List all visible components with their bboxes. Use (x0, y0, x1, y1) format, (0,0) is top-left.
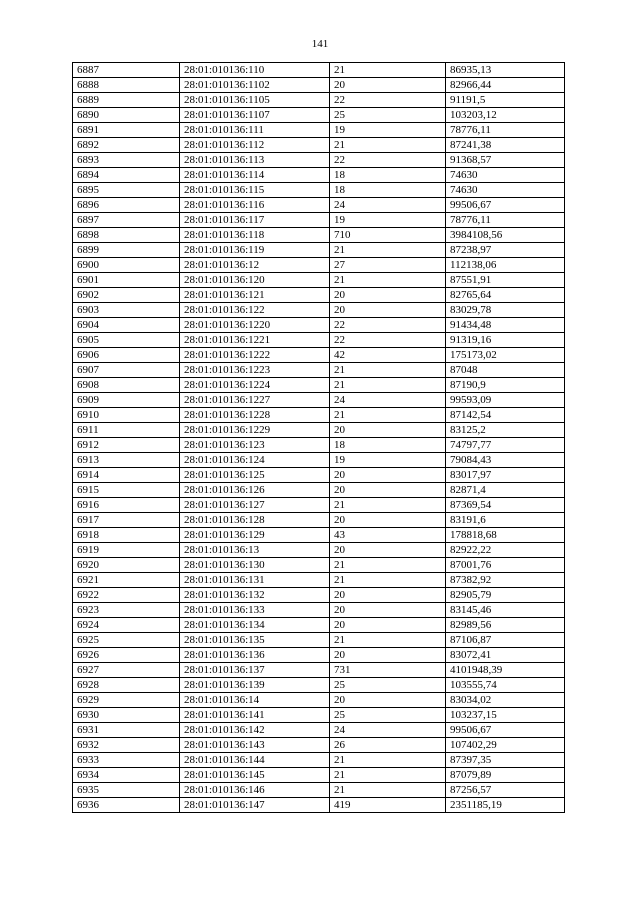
page-number: 141 (311, 38, 329, 50)
cadastral-number-cell: 28:01:010136:139 (180, 678, 330, 693)
row-number-cell: 6932 (73, 738, 180, 753)
row-number-cell: 6935 (73, 783, 180, 798)
value-cell: 82871,4 (446, 483, 565, 498)
row-number-cell: 6903 (73, 303, 180, 318)
table-row (73, 693, 565, 708)
row-number-cell: 6900 (73, 258, 180, 273)
value-cell: 74630 (446, 183, 565, 198)
value-cell: 83125,2 (446, 423, 565, 438)
cadastral-number-cell: 28:01:010136:127 (180, 498, 330, 513)
area-cell: 21 (330, 558, 446, 573)
area-cell: 24 (330, 393, 446, 408)
cadastral-number-cell: 28:01:010136:146 (180, 783, 330, 798)
area-cell: 419 (330, 798, 446, 813)
row-number-cell: 6931 (73, 723, 180, 738)
cadastral-number-cell: 28:01:010136:117 (180, 213, 330, 228)
row-number-cell: 6888 (73, 78, 180, 93)
row-number-cell: 6914 (73, 468, 180, 483)
table-row (73, 243, 565, 258)
table-row (73, 93, 565, 108)
value-cell: 87382,92 (446, 573, 565, 588)
table-row (73, 63, 565, 78)
table-row (73, 603, 565, 618)
area-cell: 24 (330, 198, 446, 213)
table-row (73, 618, 565, 633)
area-cell: 21 (330, 63, 446, 78)
table-row (73, 783, 565, 798)
area-cell: 21 (330, 768, 446, 783)
row-number-cell: 6926 (73, 648, 180, 663)
table-row (73, 408, 565, 423)
value-cell: 175173,02 (446, 348, 565, 363)
row-number-cell: 6911 (73, 423, 180, 438)
value-cell: 82905,79 (446, 588, 565, 603)
area-cell: 19 (330, 213, 446, 228)
table-row (73, 663, 565, 678)
table-row (73, 753, 565, 768)
value-cell: 78776,11 (446, 123, 565, 138)
area-cell: 20 (330, 603, 446, 618)
table-row (73, 318, 565, 333)
cadastral-number-cell: 28:01:010136:1105 (180, 93, 330, 108)
value-cell: 87238,97 (446, 243, 565, 258)
value-cell: 83034,02 (446, 693, 565, 708)
table-row (73, 588, 565, 603)
table-row (73, 738, 565, 753)
value-cell: 87001,76 (446, 558, 565, 573)
cadastral-number-cell: 28:01:010136:137 (180, 663, 330, 678)
table-row (73, 198, 565, 213)
row-number-cell: 6890 (73, 108, 180, 123)
table-row (73, 108, 565, 123)
value-cell: 87190,9 (446, 378, 565, 393)
cadastral-number-cell: 28:01:010136:129 (180, 528, 330, 543)
value-cell: 103203,12 (446, 108, 565, 123)
value-cell: 99506,67 (446, 198, 565, 213)
area-cell: 19 (330, 123, 446, 138)
table-row (73, 138, 565, 153)
area-cell: 42 (330, 348, 446, 363)
cadastral-number-cell: 28:01:010136:124 (180, 453, 330, 468)
value-cell: 87397,35 (446, 753, 565, 768)
value-cell: 91368,57 (446, 153, 565, 168)
cadastral-number-cell: 28:01:010136:112 (180, 138, 330, 153)
area-cell: 21 (330, 243, 446, 258)
table-row (73, 468, 565, 483)
table-body (73, 63, 565, 813)
cadastral-number-cell: 28:01:010136:119 (180, 243, 330, 258)
value-cell: 82966,44 (446, 78, 565, 93)
row-number-cell: 6930 (73, 708, 180, 723)
area-cell: 20 (330, 288, 446, 303)
row-number-cell: 6913 (73, 453, 180, 468)
row-number-cell: 6919 (73, 543, 180, 558)
table-row (73, 258, 565, 273)
row-number-cell: 6917 (73, 513, 180, 528)
table-row (73, 558, 565, 573)
cadastral-number-cell: 28:01:010136:134 (180, 618, 330, 633)
row-number-cell: 6936 (73, 798, 180, 813)
area-cell: 21 (330, 573, 446, 588)
area-cell: 21 (330, 498, 446, 513)
row-number-cell: 6915 (73, 483, 180, 498)
table-row (73, 768, 565, 783)
row-number-cell: 6923 (73, 603, 180, 618)
row-number-cell: 6891 (73, 123, 180, 138)
value-cell: 82765,64 (446, 288, 565, 303)
row-number-cell: 6897 (73, 213, 180, 228)
cadastral-number-cell: 28:01:010136:116 (180, 198, 330, 213)
cadastral-number-cell: 28:01:010136:12 (180, 258, 330, 273)
cadastral-number-cell: 28:01:010136:1224 (180, 378, 330, 393)
cadastral-number-cell: 28:01:010136:131 (180, 573, 330, 588)
row-number-cell: 6899 (73, 243, 180, 258)
row-number-cell: 6929 (73, 693, 180, 708)
cadastral-number-cell: 28:01:010136:132 (180, 588, 330, 603)
area-cell: 22 (330, 93, 446, 108)
row-number-cell: 6933 (73, 753, 180, 768)
value-cell: 178818,68 (446, 528, 565, 543)
value-cell: 79084,43 (446, 453, 565, 468)
cadastral-number-cell: 28:01:010136:118 (180, 228, 330, 243)
cadastral-number-cell: 28:01:010136:144 (180, 753, 330, 768)
value-cell: 112138,06 (446, 258, 565, 273)
value-cell: 87106,87 (446, 633, 565, 648)
area-cell: 25 (330, 108, 446, 123)
cadastral-number-cell: 28:01:010136:142 (180, 723, 330, 738)
area-cell: 21 (330, 363, 446, 378)
area-cell: 21 (330, 138, 446, 153)
cadastral-number-cell: 28:01:010136:125 (180, 468, 330, 483)
value-cell: 83072,41 (446, 648, 565, 663)
value-cell: 4101948,39 (446, 663, 565, 678)
area-cell: 21 (330, 408, 446, 423)
cadastral-number-cell: 28:01:010136:114 (180, 168, 330, 183)
table-row (73, 483, 565, 498)
row-number-cell: 6916 (73, 498, 180, 513)
row-number-cell: 6924 (73, 618, 180, 633)
table-row (73, 288, 565, 303)
area-cell: 24 (330, 723, 446, 738)
cadastral-number-cell: 28:01:010136:110 (180, 63, 330, 78)
cadastral-number-cell: 28:01:010136:123 (180, 438, 330, 453)
cadastral-number-cell: 28:01:010136:133 (180, 603, 330, 618)
cadastral-number-cell: 28:01:010136:1220 (180, 318, 330, 333)
area-cell: 43 (330, 528, 446, 543)
area-cell: 21 (330, 783, 446, 798)
cadastral-number-cell: 28:01:010136:113 (180, 153, 330, 168)
value-cell: 83017,97 (446, 468, 565, 483)
table-row (73, 633, 565, 648)
table-row (73, 168, 565, 183)
row-number-cell: 6901 (73, 273, 180, 288)
cadastral-number-cell: 28:01:010136:115 (180, 183, 330, 198)
row-number-cell: 6934 (73, 768, 180, 783)
row-number-cell: 6908 (73, 378, 180, 393)
table-row (73, 183, 565, 198)
value-cell: 86935,13 (446, 63, 565, 78)
area-cell: 20 (330, 618, 446, 633)
value-cell: 103237,15 (446, 708, 565, 723)
row-number-cell: 6889 (73, 93, 180, 108)
value-cell: 78776,11 (446, 213, 565, 228)
table-row (73, 213, 565, 228)
row-number-cell: 6912 (73, 438, 180, 453)
area-cell: 20 (330, 423, 446, 438)
table-row (73, 303, 565, 318)
cadastral-number-cell: 28:01:010136:13 (180, 543, 330, 558)
value-cell: 87551,91 (446, 273, 565, 288)
area-cell: 22 (330, 318, 446, 333)
table-row (73, 78, 565, 93)
area-cell: 20 (330, 588, 446, 603)
value-cell: 99593,09 (446, 393, 565, 408)
cadastral-number-cell: 28:01:010136:126 (180, 483, 330, 498)
cadastral-number-cell: 28:01:010136:1227 (180, 393, 330, 408)
value-cell: 82989,56 (446, 618, 565, 633)
row-number-cell: 6905 (73, 333, 180, 348)
cadastral-number-cell: 28:01:010136:1223 (180, 363, 330, 378)
area-cell: 18 (330, 183, 446, 198)
row-number-cell: 6921 (73, 573, 180, 588)
area-cell: 20 (330, 303, 446, 318)
area-cell: 20 (330, 468, 446, 483)
area-cell: 20 (330, 483, 446, 498)
value-cell: 99506,67 (446, 723, 565, 738)
area-cell: 26 (330, 738, 446, 753)
cadastral-number-cell: 28:01:010136:1228 (180, 408, 330, 423)
row-number-cell: 6907 (73, 363, 180, 378)
area-cell: 25 (330, 678, 446, 693)
cadastral-number-cell: 28:01:010136:143 (180, 738, 330, 753)
row-number-cell: 6925 (73, 633, 180, 648)
table-row (73, 393, 565, 408)
row-number-cell: 6927 (73, 663, 180, 678)
table-row (73, 228, 565, 243)
area-cell: 27 (330, 258, 446, 273)
area-cell: 19 (330, 453, 446, 468)
cadastral-number-cell: 28:01:010136:14 (180, 693, 330, 708)
row-number-cell: 6896 (73, 198, 180, 213)
area-cell: 25 (330, 708, 446, 723)
cadastral-number-cell: 28:01:010136:1222 (180, 348, 330, 363)
table-row (73, 498, 565, 513)
value-cell: 87369,54 (446, 498, 565, 513)
table-row (73, 648, 565, 663)
row-number-cell: 6910 (73, 408, 180, 423)
cadastral-number-cell: 28:01:010136:1107 (180, 108, 330, 123)
table-row (73, 723, 565, 738)
cadastral-number-cell: 28:01:010136:1221 (180, 333, 330, 348)
row-number-cell: 6902 (73, 288, 180, 303)
area-cell: 20 (330, 693, 446, 708)
cadastral-number-cell: 28:01:010136:111 (180, 123, 330, 138)
value-cell: 87256,57 (446, 783, 565, 798)
row-number-cell: 6922 (73, 588, 180, 603)
table-row (73, 543, 565, 558)
area-cell: 18 (330, 438, 446, 453)
row-number-cell: 6904 (73, 318, 180, 333)
cadastral-number-cell: 28:01:010136:120 (180, 273, 330, 288)
row-number-cell: 6918 (73, 528, 180, 543)
cadastral-number-cell: 28:01:010136:128 (180, 513, 330, 528)
value-cell: 87142,54 (446, 408, 565, 423)
cadastral-number-cell: 28:01:010136:1229 (180, 423, 330, 438)
table-row (73, 273, 565, 288)
area-cell: 21 (330, 378, 446, 393)
cadastral-number-cell: 28:01:010136:147 (180, 798, 330, 813)
value-cell: 107402,29 (446, 738, 565, 753)
value-cell: 91191,5 (446, 93, 565, 108)
row-number-cell: 6920 (73, 558, 180, 573)
area-cell: 18 (330, 168, 446, 183)
area-cell: 21 (330, 273, 446, 288)
area-cell: 22 (330, 333, 446, 348)
value-cell: 82922,22 (446, 543, 565, 558)
table-row (73, 708, 565, 723)
value-cell: 87241,38 (446, 138, 565, 153)
area-cell: 710 (330, 228, 446, 243)
value-cell: 74797,77 (446, 438, 565, 453)
table-row (73, 423, 565, 438)
table-row (73, 438, 565, 453)
cadastral-number-cell: 28:01:010136:130 (180, 558, 330, 573)
cadastral-number-cell: 28:01:010136:136 (180, 648, 330, 663)
cadastral-number-cell: 28:01:010136:122 (180, 303, 330, 318)
value-cell: 3984108,56 (446, 228, 565, 243)
table-row (73, 378, 565, 393)
value-cell: 83029,78 (446, 303, 565, 318)
value-cell: 87048 (446, 363, 565, 378)
area-cell: 22 (330, 153, 446, 168)
area-cell: 20 (330, 78, 446, 93)
table-row (73, 333, 565, 348)
cadastral-number-cell: 28:01:010136:141 (180, 708, 330, 723)
value-cell: 83145,46 (446, 603, 565, 618)
value-cell: 91319,16 (446, 333, 565, 348)
row-number-cell: 6928 (73, 678, 180, 693)
value-cell: 74630 (446, 168, 565, 183)
row-number-cell: 6898 (73, 228, 180, 243)
area-cell: 21 (330, 753, 446, 768)
table-row (73, 363, 565, 378)
value-cell: 2351185,19 (446, 798, 565, 813)
area-cell: 21 (330, 633, 446, 648)
value-cell: 87079,89 (446, 768, 565, 783)
table-row (73, 573, 565, 588)
table-row (73, 453, 565, 468)
table-row (73, 123, 565, 138)
value-cell: 91434,48 (446, 318, 565, 333)
cadastral-number-cell: 28:01:010136:145 (180, 768, 330, 783)
cadastral-number-cell: 28:01:010136:135 (180, 633, 330, 648)
table-row (73, 678, 565, 693)
area-cell: 20 (330, 543, 446, 558)
table-row (73, 348, 565, 363)
area-cell: 20 (330, 648, 446, 663)
row-number-cell: 6906 (73, 348, 180, 363)
table-row (73, 798, 565, 813)
value-cell: 103555,74 (446, 678, 565, 693)
cadastral-number-cell: 28:01:010136:1102 (180, 78, 330, 93)
area-cell: 20 (330, 513, 446, 528)
row-number-cell: 6894 (73, 168, 180, 183)
table-row (73, 153, 565, 168)
row-number-cell: 6893 (73, 153, 180, 168)
table-row (73, 513, 565, 528)
area-cell: 731 (330, 663, 446, 678)
row-number-cell: 6892 (73, 138, 180, 153)
row-number-cell: 6909 (73, 393, 180, 408)
table-row (73, 528, 565, 543)
row-number-cell: 6895 (73, 183, 180, 198)
cadastral-number-cell: 28:01:010136:121 (180, 288, 330, 303)
value-cell: 83191,6 (446, 513, 565, 528)
cadastre-table (72, 62, 565, 813)
row-number-cell: 6887 (73, 63, 180, 78)
